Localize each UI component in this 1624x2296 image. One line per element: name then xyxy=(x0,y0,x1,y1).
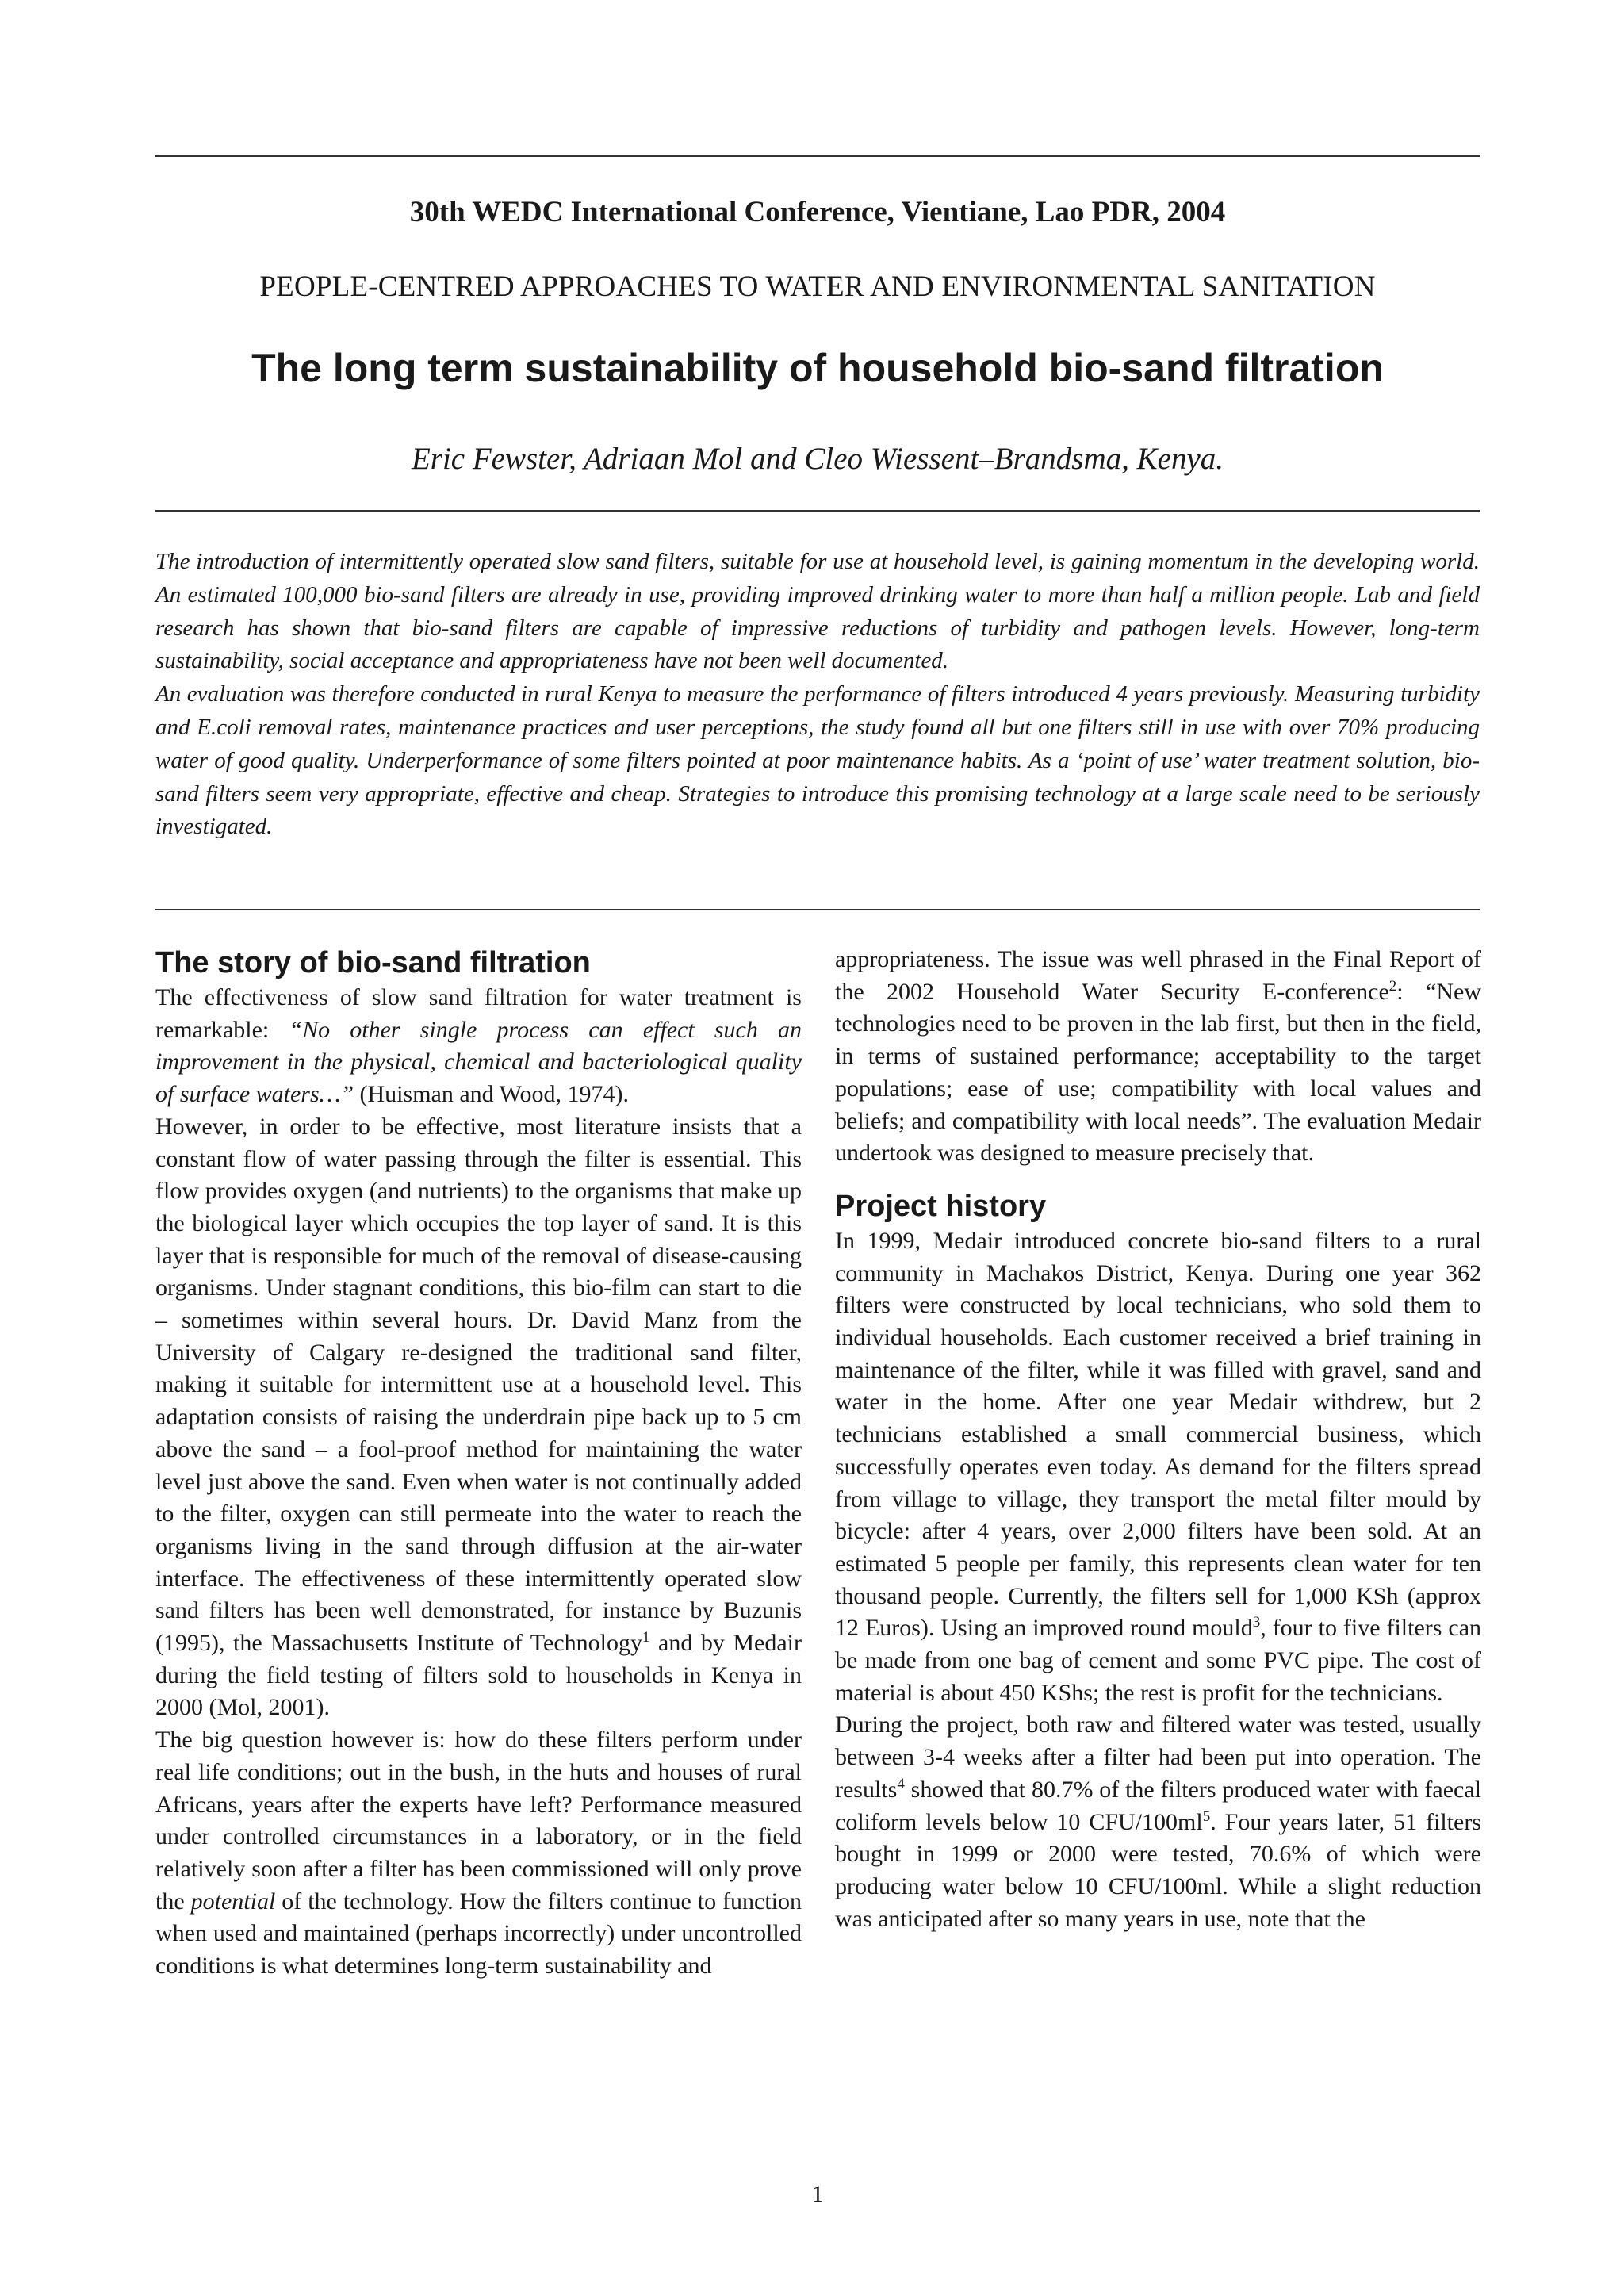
paper-page xyxy=(155,0,1480,2296)
conference-name: 30th WEDC International Conference, Vientiane, Lao PDR, 2004 xyxy=(409,196,1226,228)
text-run: In 1999, Medair introduced concrete bio-sand filters to a rural community in Machakos District, Kenya. During one year 362 filters were constructed by local technicians, who sold them to individual households. Each customer received a brief training in maintenance of the filter, while it was filled with gravel, sand and water in the home. After one year Medair withdrew, but 2 technicians established a small commercial business, which successfully operates even today. As demand for the filters spread from village to village, they transport the metal filter mould by bicycle: after 4 years, over 2,000 filters have been sold. At an estimated 5 people per family, this represents clean water for ten thousand people. Currently, the filters sell for 1,000 KSh (approx 12 Euros). Using an improved round mould xyxy=(835,1227,1481,1642)
abstract-paragraph: The introduction of intermittently operated slow sand filters, suitable for use at household level, is gaining momentum in the developing world. An estimated 100,000 bio-sand filters are already in use, providing improved drinking water to more than half a million people. Lab and field research has shown that bio-sand filters are capable of impressive reductions of turbidity and pathogen levels. However, long-term sustainability, social acceptance and appropriateness have not been well documented. xyxy=(155,549,1480,674)
section-heading: The story of bio-sand filtration xyxy=(155,946,591,979)
conference-theme: PEOPLE-CENTRED APPROACHES TO WATER AND ENVIRONMENTAL SANITATION xyxy=(259,270,1376,303)
body-paragraph xyxy=(155,1724,802,1983)
body-paragraph xyxy=(155,1111,802,1724)
paper-authors: Eric Fewster, Adriaan Mol and Cleo Wiessent–Brandsma, Kenya. xyxy=(411,442,1224,476)
top-rule xyxy=(155,155,1480,157)
text-run: : “New technologies need to be proven in the lab first, but then in the field, in terms of sustained performance; acceptability to the target populations; ease of use; compatibility with local values and beliefs; and compatibility with local needs”. The evaluation Medair undertook was designed to measure precisely that. xyxy=(835,978,1481,1167)
right-column xyxy=(835,944,1481,1935)
footnote-ref: 1 xyxy=(642,1629,650,1646)
body-paragraph xyxy=(835,944,1481,1170)
footnote-ref: 3 xyxy=(1252,1614,1261,1631)
body-paragraph xyxy=(835,1709,1481,1935)
text-run: appropriateness. The issue was well phrased in the Final Report of the 2002 Household Water Security E-conference xyxy=(835,946,1481,1005)
text-run: showed that 80.7% of the filters produced water with faecal coliform levels below 10 CFU/100ml xyxy=(835,1776,1481,1835)
page-number: 1 xyxy=(811,2181,824,2207)
quote: “No other single process can effect such an improvement in the physical, chemical and bacteriological quality of surface waters…” xyxy=(155,1016,802,1108)
abstract-rule xyxy=(155,909,1480,910)
text-run: , four to five filters can be made from one bag of cement and some PVC pipe. The cost of material is about 450 KShs; the rest is profit for the technicians. xyxy=(835,1615,1482,1706)
abstract xyxy=(155,546,1480,844)
footnote-ref: 4 xyxy=(897,1775,905,1792)
text-run: of the technology. How the filters continue to function when used and maintained (perhaps incorrectly) under uncontrolled conditions is what determines long-term sustainability and xyxy=(155,1888,802,1980)
abstract-paragraph: An evaluation was therefore conducted in rural Kenya to measure the performance of filters introduced 4 years previously. Measuring turbidity and E.coli removal rates, maintenance practices and user perceptions, the study found all but one filters still in use with over 70% producing water of good quality. Underperformance of some filters pointed at poor maintenance habits. As a ‘point of use’ water treatment solution, bio-sand filters seem very appropriate, effective and cheap. Strategies to introduce this promising technology at a large scale need to be seriously investigated. xyxy=(155,681,1480,840)
body-paragraph xyxy=(155,982,802,1111)
footnote-ref: 5 xyxy=(1202,1807,1211,1825)
text-run: The big question however is: how do these filters perform under real life conditions; out in the bush, in the huts and houses of rural Africans, years after the experts have left? Performance measured under controlled circumstances in a laboratory, or in the field relatively soon after a filter has been commissioned will only prove the xyxy=(155,1727,802,1915)
left-column xyxy=(155,944,802,1983)
text-run: During the project, both raw and filtered water was tested, usually between 3-4 weeks after a filter had been put into operation. The results xyxy=(835,1711,1481,1803)
paper-title: The long term sustainability of household bio-sand filtration xyxy=(251,346,1384,390)
footnote-ref: 2 xyxy=(1388,977,1397,995)
body-paragraph xyxy=(835,1225,1481,1710)
text-run: The effectiveness of slow sand filtration for water treatment is remarkable: xyxy=(155,984,802,1043)
emphasis: potential xyxy=(190,1888,276,1915)
header-rule xyxy=(155,510,1480,512)
section-heading: Project history xyxy=(835,1189,1047,1223)
text-run: However, in order to be effective, most literature insists that a constant flow of water passing through the filter is essential. This flow provides oxygen (and nutrients) to the organisms that make up the biological layer which occupies the top layer of sand. It is this layer that is responsible for much of the removal of disease-causing organisms. Under stagnant conditions, this bio-film can start to die – sometimes within several hours. Dr. David Manz from the University of Calgary re-designed the traditional sand filter, making it suitable for intermittent use at a household level. This adaptation consists of raising the underdrain pipe back up to 5 cm above the sand – a fool-proof method for maintaining the water level just above the sand. Even when water is not continually added to the filter, oxygen can still permeate into the water to reach the organisms living in the sand through diffusion at the air-water interface. The effectiveness of these intermittently operated slow sand filters has been well demonstrated, for instance by Buzunis (1995), the Massachusetts Institute of Technology xyxy=(155,1113,802,1657)
text-run: and by Medair during the field testing of filters sold to households in Kenya in 2000 (Mol, 2001). xyxy=(155,1630,802,1721)
text-run: (Huisman and Wood, 1974). xyxy=(354,1081,630,1108)
text-run: . Four years later, 51 filters bought in 1999 or 2000 were tested, 70.6% of which were producing water below 10 CFU/100ml. While a slight reduction was anticipated after so many years in use, note that the xyxy=(835,1808,1481,1932)
